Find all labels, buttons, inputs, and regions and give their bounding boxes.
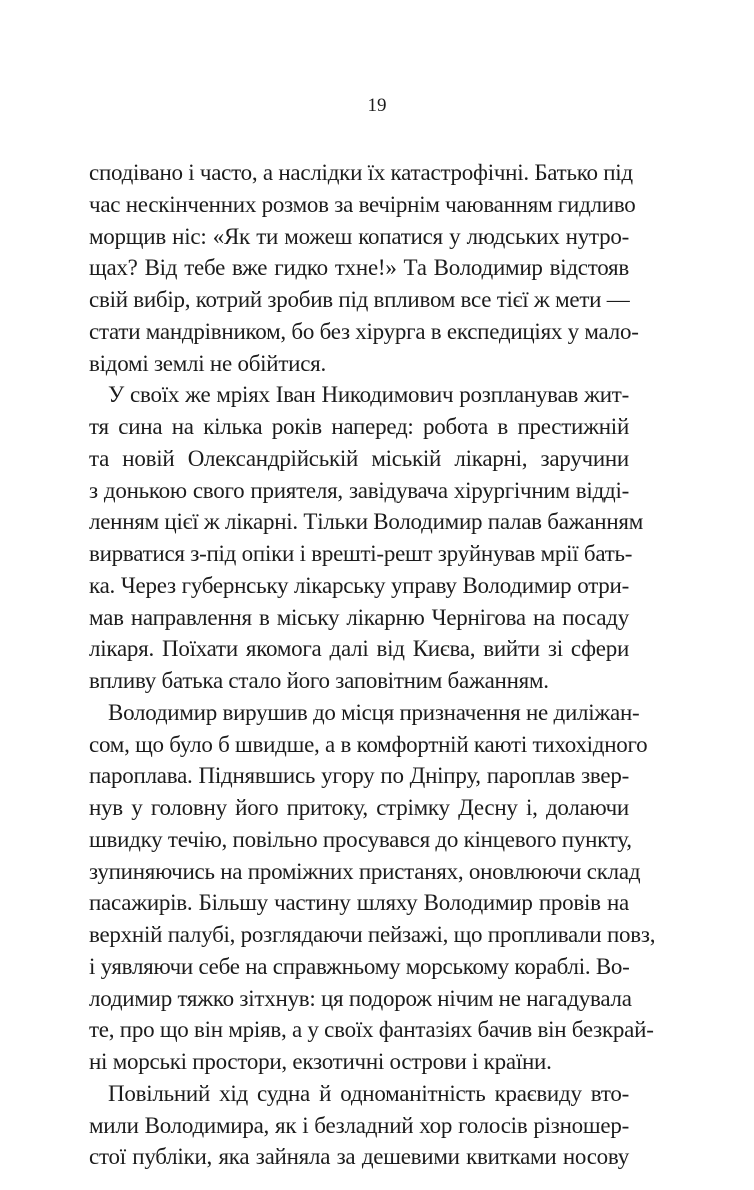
text-line: сом, що було б швидше, а в комфортній каюті тихохідного bbox=[89, 731, 648, 757]
text-line: час нескінченних розмов за вечірнім чаюванням гидливо bbox=[89, 191, 636, 217]
text-line: морщив ніс: «Як ти можеш копатися у людських нутро- bbox=[89, 223, 629, 249]
text-line: та новій Олександрійській міській лікарні, заручини bbox=[89, 445, 629, 471]
text-line: свій вибір, котрий зробив під впливом все тієї ж мети — bbox=[89, 287, 630, 312]
text-line: відомі землі не обійтися. bbox=[89, 350, 326, 376]
text-line: те, про що він мріяв, а у своїх фантазіях бачив він безкрай- bbox=[89, 1017, 654, 1043]
text-line: з донькою свого приятеля, завідувача хірургічним відді- bbox=[89, 477, 629, 503]
text-line: вирватися з-під опіки і врешті-решт зруйнував мрії бать- bbox=[89, 541, 633, 566]
text-line: стати мандрівником, бо без хірурга в експедиціях у мало- bbox=[89, 318, 639, 344]
text-line: і уявляючи себе на справжньому морському кораблі. Во- bbox=[89, 953, 630, 979]
body-text bbox=[89, 157, 656, 1173]
text-line: стої публіки, яка зайняла за дешевими квитками носову bbox=[89, 1144, 629, 1170]
text-line: тя сина на кілька років наперед: робота в престижній bbox=[89, 414, 629, 439]
text-line: Володимир вирушив до місця призначення не диліжан- bbox=[108, 699, 640, 725]
text-line: ні морські простори, екзотичні острови і країни. bbox=[89, 1049, 552, 1074]
text-line: сподівано і часто, а наслідки їх катастрофічні. Батько під bbox=[89, 160, 633, 185]
text-line: У своїх же мріях Іван Никодимович розпланував жит- bbox=[108, 382, 629, 408]
text-line: мили Володимира, як і безладний хор голосів різношер- bbox=[89, 1112, 629, 1138]
text-line: пасажирів. Більшу частину шляху Володимир провів на bbox=[89, 890, 629, 916]
text-line: щах? Від тебе вже гидко тхне!» Та Володимир відстояв bbox=[89, 255, 629, 281]
text-line: ленням цієї ж лікарні. Тільки Володимир палав бажанням bbox=[89, 509, 644, 535]
text-line: швидку течію, повільно просувався до кінцевого пункту, bbox=[89, 826, 632, 852]
text-line: мав направлення в міську лікарню Чернігова на посаду bbox=[89, 604, 629, 630]
text-line: нув у головну його притоку, стрімку Десну і, долаючи bbox=[89, 795, 629, 820]
text-line: впливу батька стало його заповітним бажанням. bbox=[89, 668, 549, 693]
text-line: лікаря. Поїхати якомога далі від Києва, вийти зі сфери bbox=[89, 636, 629, 662]
text-line: верхній палубі, розглядаючи пейзажі, що пропливали повз, bbox=[89, 922, 656, 947]
text-line: лодимир тяжко зітхнув: ця подорож нічим не нагадувала bbox=[89, 985, 632, 1011]
text-line: пароплава. Піднявшись угору по Дніпру, пароплав звер- bbox=[89, 763, 629, 789]
text-line: зупиняючись на проміжних пристанях, оновлюючи склад bbox=[89, 858, 641, 884]
text-line: Повільний хід судна й одноманітність краєвиду вто- bbox=[108, 1080, 629, 1106]
page-number: 19 bbox=[367, 95, 387, 116]
text-line: ка. Через губернську лікарську управу Володимир отри- bbox=[89, 572, 629, 598]
